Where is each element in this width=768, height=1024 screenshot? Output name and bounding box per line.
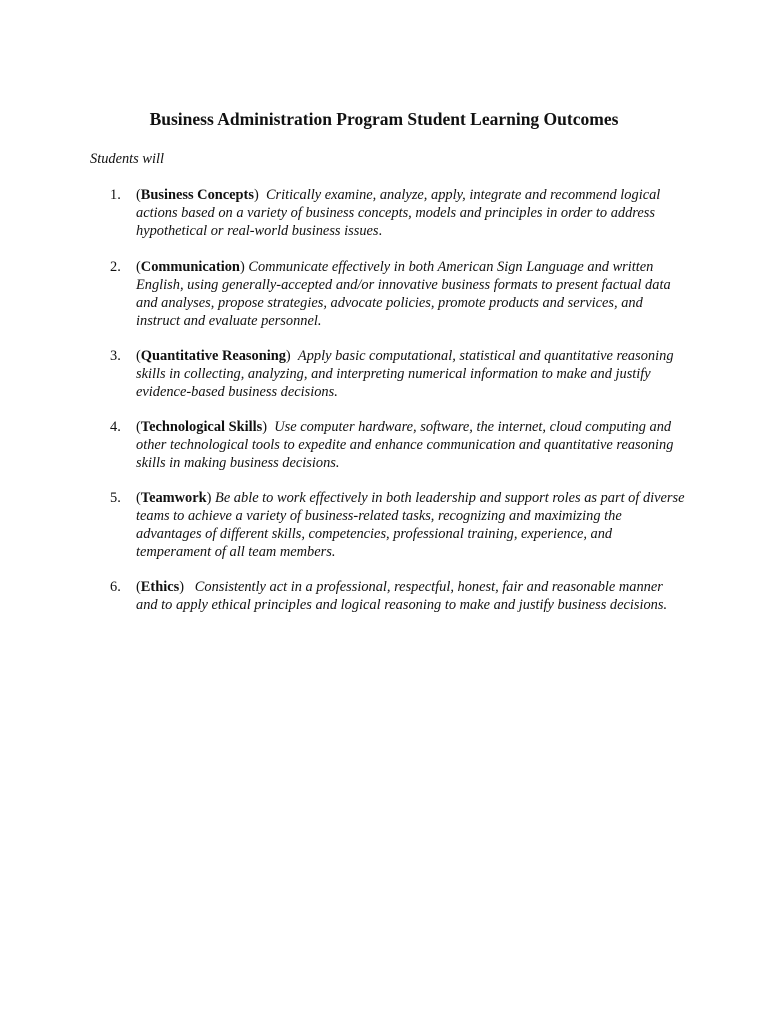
outcome-topic: Ethics [140, 579, 180, 595]
outcome-number: 4. [110, 419, 121, 435]
outcome-paren-open: ( [136, 419, 141, 435]
outcome-period: . [378, 223, 383, 239]
outcome-description: Consistently act in a professional, respectful, honest, fair and reasonable manner and to apply ethical principles and logical reasoning to make and justify business decisions. [136, 579, 668, 613]
outcome-text [136, 186, 686, 240]
outcome-paren-close: ) [262, 419, 268, 435]
outcome-text [136, 347, 686, 401]
outcome-paren-close: ) [179, 579, 184, 595]
outcome-paren-close: ) [285, 348, 291, 364]
outcome-item-ethics [110, 578, 690, 614]
outcome-paren-open: ( [136, 579, 141, 595]
outcome-text [136, 578, 686, 614]
outcome-item-communication [110, 258, 690, 330]
outcome-paren-open: ( [136, 490, 141, 506]
outcome-number: 2. [110, 259, 121, 275]
outcome-text [136, 418, 686, 472]
outcome-description: Critically examine, analyze, apply, integrate and recommend logical actions based on a variety of business concepts, models and principles in order to address hypothetical or real-world business issues [136, 187, 661, 239]
outcome-description: Be able to work effectively in both leadership and support roles as part of diverse teams to achieve a variety of business-related tasks, recognizing and maximizing the advantages of different skills, competencies, professional training, experience, and temperament of all team members. [136, 490, 685, 560]
outcome-description: Use computer hardware, software, the internet, cloud computing and other technological tools to expedite and enhance communication and quantitative reasoning skills in making business decisions. [136, 419, 674, 471]
outcome-item-business-concepts [110, 186, 690, 240]
outcome-description: Apply basic computational, statistical and quantitative reasoning skills in collecting, analyzing, and interpreting numerical information to make and justify evidence-based business decisions. [136, 348, 674, 400]
outcome-topic: Communication [140, 259, 240, 275]
outcome-text [136, 489, 686, 561]
outcome-text [136, 258, 686, 330]
outcome-description: Communicate effectively in both American Sign Language and written English, using generally-accepted and/or innovative business formats to present factual data and analyses, propose strategies, advocate policies, promote products and services, and instruct and evaluate personnel. [136, 259, 671, 329]
outcome-item-teamwork [110, 489, 690, 561]
outcome-topic: Business Concepts [140, 187, 254, 203]
outcome-paren-close: ) [239, 259, 245, 275]
outcome-paren-open: ( [136, 348, 141, 364]
outcome-number: 5. [110, 490, 121, 506]
outcome-paren-close: ) [206, 490, 212, 506]
page-title: Business Administration Program Student Learning Outcomes [149, 109, 619, 129]
outcome-item-technological-skills [110, 418, 690, 472]
outcome-topic: Technological Skills [140, 419, 263, 435]
outcome-item-quantitative-reasoning [110, 347, 690, 401]
outcome-paren-close: ) [253, 187, 259, 203]
intro-text: Students will [90, 151, 164, 167]
outcome-number: 6. [110, 579, 121, 595]
outcome-paren-open: ( [136, 259, 141, 275]
outcome-number: 1. [110, 187, 121, 203]
outcome-topic: Teamwork [140, 490, 207, 506]
outcome-number: 3. [110, 348, 121, 364]
outcome-paren-open: ( [136, 187, 141, 203]
outcome-topic: Quantitative Reasoning [140, 348, 286, 364]
